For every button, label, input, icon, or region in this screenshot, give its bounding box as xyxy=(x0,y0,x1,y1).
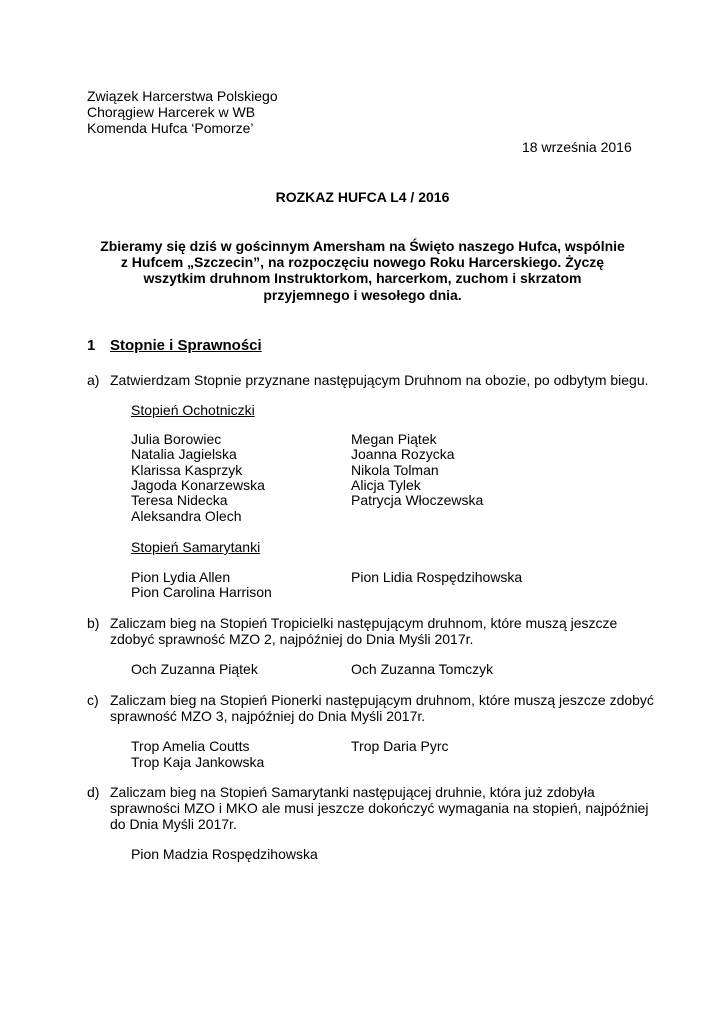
name-entry: Trop Amelia Coutts xyxy=(131,738,250,754)
intro-line: przyjemnego i wesołego dnia. xyxy=(263,287,462,303)
section-title: Stopnie i Sprawności xyxy=(110,337,262,354)
item-text: zdobyć sprawność MZO 2, najpóźniej do Dnia Myśli 2017r. xyxy=(110,631,474,647)
document-date: 18 września 2016 xyxy=(522,139,632,155)
document-title: ROZKAZ HUFCA L4 / 2016 xyxy=(275,189,450,205)
intro-line: Zbieramy się dziś w gościnnym Amersham na Święto naszego Hufca, wspólnie xyxy=(100,238,625,254)
name-entry: Och Zuzanna Piątek xyxy=(131,661,258,677)
name-entry: Aleksandra Olech xyxy=(131,508,242,524)
name-entry: Trop Kaja Jankowska xyxy=(131,754,265,770)
name-entry: Pion Lydia Allen xyxy=(131,569,231,585)
item-text: do Dnia Myśli 2017r. xyxy=(110,816,237,832)
item-marker: d) xyxy=(87,784,100,800)
org-command-line: Komenda Hufca ‘Pomorze’ xyxy=(87,120,254,136)
item-marker: b) xyxy=(87,615,100,631)
name-entry: Jagoda Konarzewska xyxy=(131,477,265,493)
name-entry: Joanna Rozycka xyxy=(351,446,455,462)
name-entry: Pion Madzia Rospędzihowska xyxy=(131,846,318,862)
org-name-line: Związek Harcerstwa Polskiego xyxy=(87,88,278,104)
intro-line: z Hufcem „Szczecin”, na rozpoczęciu nowego Roku Harcerskiego. Życzę xyxy=(120,254,605,270)
name-entry: Natalia Jagielska xyxy=(131,446,237,462)
name-entry: Megan Piątek xyxy=(351,431,437,447)
rank-heading: Stopień Samarytanki xyxy=(131,539,261,555)
name-entry: Pion Lidia Rospędzihowska xyxy=(351,569,523,585)
name-entry: Och Zuzanna Tomczyk xyxy=(351,661,494,677)
item-text: sprawność MZO 3, najpóźniej do Dnia Myśli 2017r. xyxy=(110,708,426,724)
intro-line: wszytkim druhnom Instruktorkom, harcerkom, zuchom i skrzatom xyxy=(143,270,582,286)
item-marker: a) xyxy=(87,372,100,388)
item-text: sprawności MZO i MKO ale musi jeszcze dokończyć wymagania na stopień, najpóźniej xyxy=(110,800,649,816)
name-entry: Alicja Tylek xyxy=(351,477,421,493)
name-entry: Pion Carolina Harrison xyxy=(131,584,272,600)
item-text: Zatwierdzam Stopnie przyznane następującym Druhnom na obozie, po odbytym biegu. xyxy=(110,372,649,388)
item-text: Zaliczam bieg na Stopień Pionerki następującym druhnom, które muszą jeszcze zdobyć xyxy=(110,692,654,708)
item-text: Zaliczam bieg na Stopień Tropicielki następującym druhnom, które muszą jeszcze xyxy=(110,615,618,631)
org-unit-line: Chorągiew Harcerek w WB xyxy=(87,104,256,120)
name-entry: Trop Daria Pyrc xyxy=(351,738,449,754)
section-number: 1 xyxy=(87,337,96,354)
name-entry: Patrycja Włoczewska xyxy=(351,492,484,508)
item-marker: c) xyxy=(87,692,99,708)
name-entry: Teresa Nidecka xyxy=(131,492,228,508)
name-entry: Klarissa Kasprzyk xyxy=(131,462,243,478)
name-entry: Nikola Tolman xyxy=(351,462,439,478)
name-entry: Julia Borowiec xyxy=(131,431,222,447)
item-text: Zaliczam bieg na Stopień Samarytanki następującej druhnie, która już zdobyła xyxy=(110,784,595,800)
rank-heading: Stopień Ochotniczki xyxy=(131,402,255,418)
